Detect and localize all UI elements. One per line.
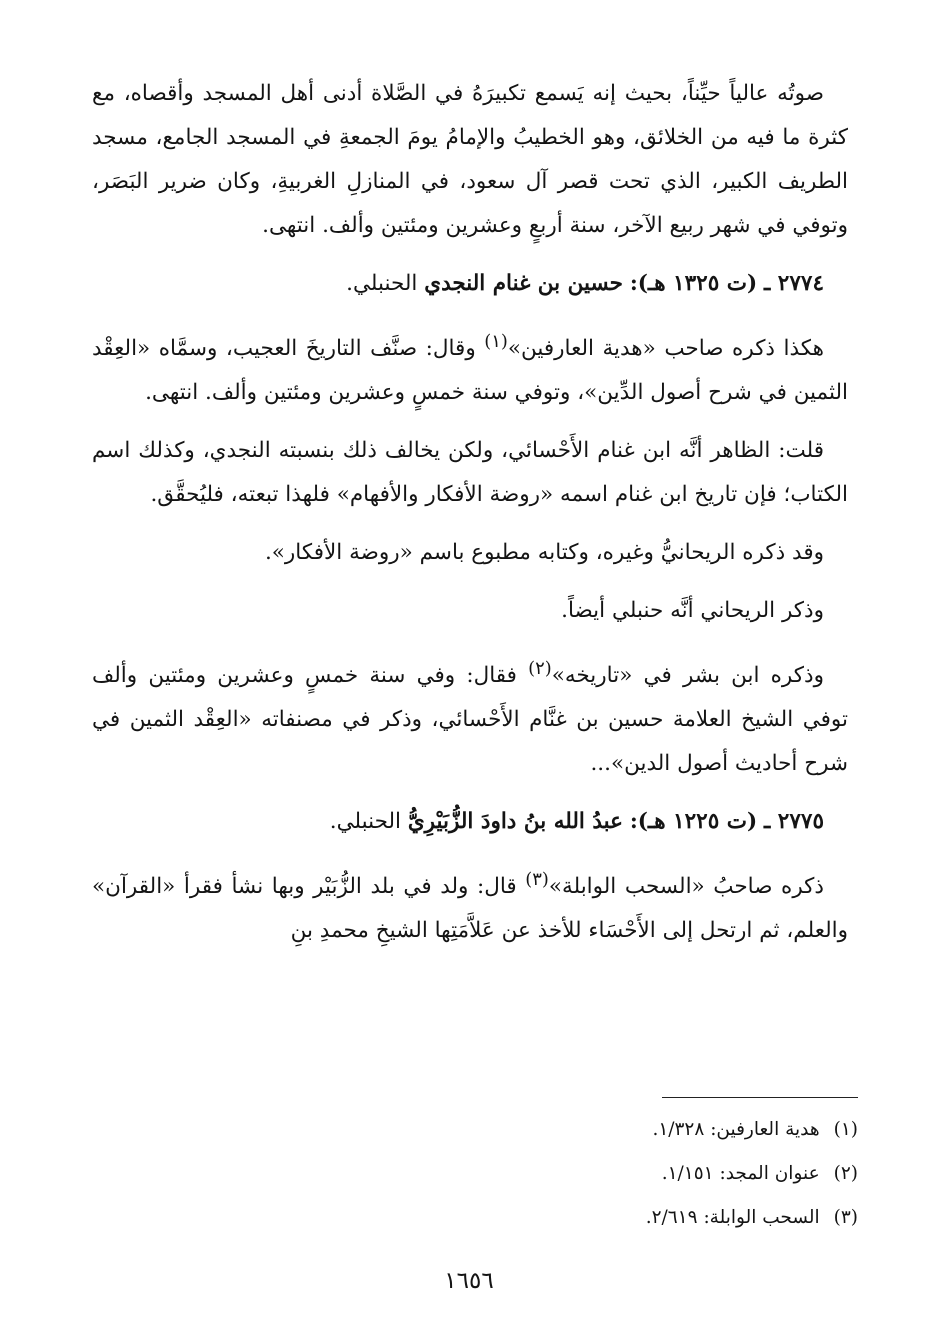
- footnotes: [258, 1108, 858, 1240]
- paragraph-suhub: [92, 858, 848, 953]
- paragraph-text: قال: ولد في بلد الزُّبَيْر وبها نشأ فقرأ «القرآن» والعلم، ثم ارتحل إلى الأَحْسَاء للأخذ عن عَلاَّمَتِها الشيخِ محمدِ بنِ: [92, 874, 848, 944]
- footnote-number: (١): [833, 1119, 858, 1140]
- entry-suffix: الحنبلي.: [346, 271, 425, 296]
- paragraph-text: وذكره ابن بشر في «تاريخه»: [551, 663, 824, 689]
- paragraph-text: فقال: وفي سنة خمسٍ وعشرين ومئتين وألف توفي الشيخ العلامة حسين بن غنَّام الأَحْسائي، وذكر في مصنفاته «العِقْد الثمين في شرح أحاديث أصول الدين»...: [92, 663, 848, 777]
- paragraph-qult: [92, 429, 848, 517]
- paragraph-text: هكذا ذكره صاحب «هدية العارفين»: [507, 336, 824, 362]
- entry-name: عبدُ الله بنُ داودَ الزُّبَيْرِيُّ: [407, 809, 623, 835]
- entry-date: (ت ١٢٢٥ هـ):: [629, 809, 758, 835]
- paragraph-rihani-2: [92, 589, 848, 633]
- footnote-text: عنوان المجد: ١/١٥١.: [661, 1163, 820, 1184]
- footnote-number: (٢): [833, 1163, 858, 1184]
- entry-heading-2775: [92, 800, 848, 844]
- footnote-3: [258, 1196, 858, 1240]
- paragraph-text: قلت: الظاهر أنَّه ابن غنام الأَحْسائي، ولكن يخالف ذلك بنسبته النجدي، وكذلك اسم الكتاب؛ فإن تاريخ ابن غنام اسمه «روضة الأفكار والأفهام» فلهذا تبعته، فليُحقَّق.: [92, 438, 848, 508]
- footnote-number: (٣): [833, 1207, 858, 1228]
- entry-heading-2774: [92, 262, 848, 306]
- paragraph-hadiyyat: [92, 320, 848, 415]
- paragraph-text: وذكر الريحاني أنَّه حنبلي أيضاً.: [561, 598, 824, 624]
- entry-number: ٢٧٧٥ ـ: [764, 809, 824, 835]
- entry-date: (ت ١٣٢٥ هـ):: [629, 271, 758, 296]
- footnote-ref-1[interactable]: (١): [484, 331, 508, 352]
- footnote-1: [258, 1108, 858, 1152]
- entry-number: ٢٧٧٤ ـ: [764, 271, 824, 296]
- paragraph-continuation: [92, 72, 848, 248]
- paragraph-text: صوتُه عالياً حيِّناً، بحيث إنه يَسمع تكبيرَهُ في الصَّلاة أدنى أهل المسجد وأقصاه، مع كثرة ما فيه من الخلائق، وهو الخطيبُ والإمامُ يومَ الجمعةِ في المسجد الجامع، مسجد الطريف الكبير، الذي تحت قصر آل سعود، في المنازلِ الغربيةِ، وكان ضرير البَصَر، وتوفي في شهر ربيع الآخر، سنة أربعٍ وعشرين ومئتين وألف. انتهى.: [92, 81, 848, 238]
- main-text: [92, 72, 848, 967]
- paragraph-text: ذكره صاحبُ «السحب الوابلة»: [548, 874, 824, 900]
- paragraph-text: وقال: صنَّف التاريخَ العجيب، وسمَّاه «العِقْد الثمين في شرح أصول الدِّين»، وتوفي سنة خمسٍ وعشرين ومئتين وألف. انتهى.: [92, 336, 848, 406]
- paragraph-rihani-1: [92, 531, 848, 575]
- footnote-text: السحب الوابلة: ٢/٦١٩.: [645, 1207, 820, 1228]
- paragraph-ibn-bishr: [92, 647, 848, 786]
- footnote-text: هدية العارفين: ١/٣٢٨.: [652, 1119, 820, 1140]
- page-number: ١٦٥٦: [444, 1268, 494, 1294]
- footnote-2: [258, 1152, 858, 1196]
- footnote-ref-2[interactable]: (٢): [528, 658, 552, 680]
- footnote-ref-3[interactable]: (٣): [525, 869, 549, 891]
- entry-name: حسين بن غنام النجدي: [424, 271, 623, 296]
- entry-suffix: الحنبلي.: [329, 809, 408, 835]
- paragraph-text: وقد ذكره الريحانيُّ وغيره، وكتابه مطبوع باسم «روضة الأفكار».: [264, 540, 824, 566]
- footnote-divider: [662, 1097, 858, 1098]
